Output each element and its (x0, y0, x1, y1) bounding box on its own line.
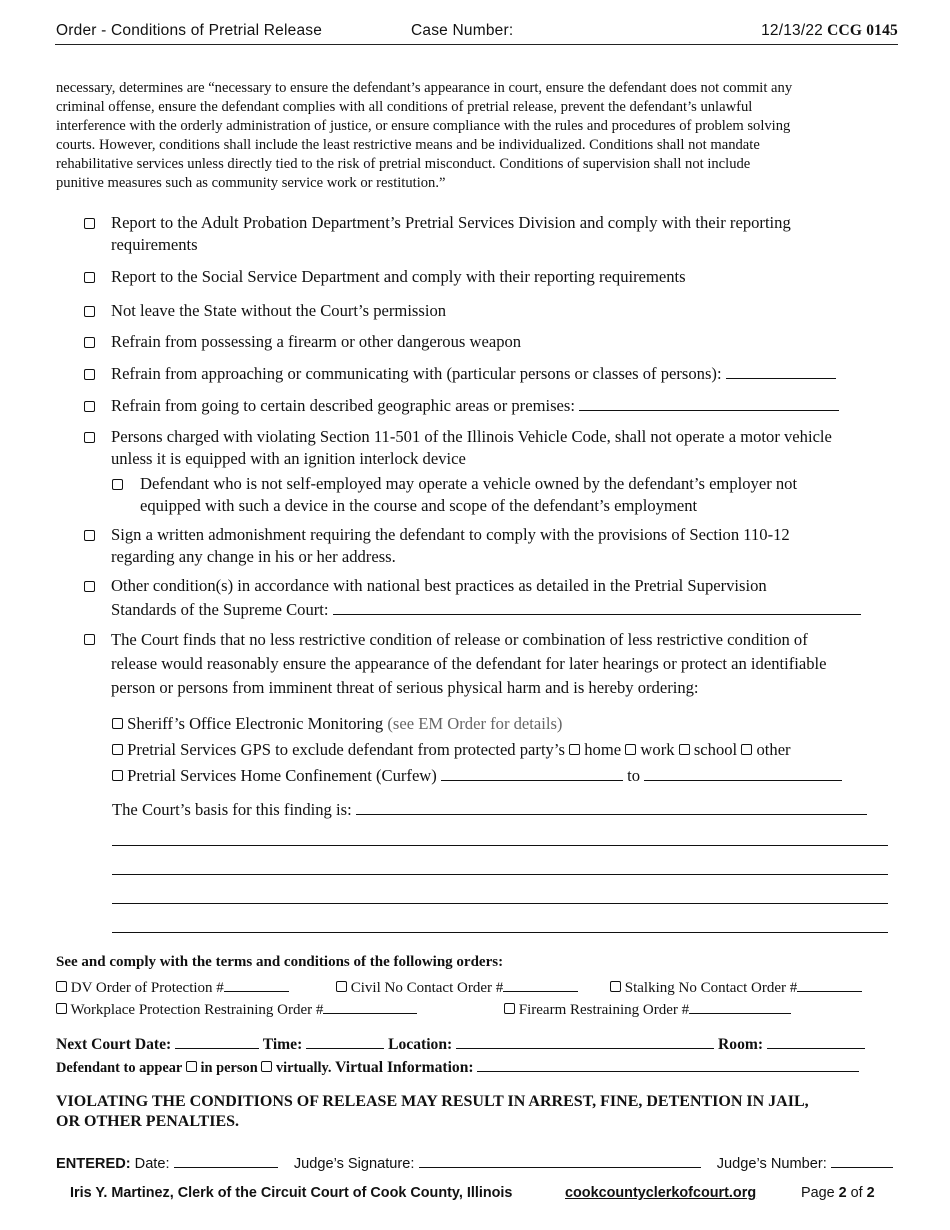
checkbox[interactable] (84, 634, 95, 645)
stalking-number-blank[interactable] (797, 976, 862, 992)
work-checkbox[interactable] (625, 744, 636, 755)
civil-number-blank[interactable] (503, 976, 578, 992)
judge-number-blank[interactable] (831, 1152, 893, 1168)
basis-line[interactable] (112, 845, 888, 846)
orders-heading: See and comply with the terms and conditions of the following orders: (56, 954, 504, 970)
basis-line[interactable] (112, 874, 888, 875)
checkbox[interactable] (84, 306, 95, 317)
checkbox[interactable] (112, 770, 123, 781)
court-location-blank[interactable] (456, 1033, 714, 1049)
form-title: Order - Conditions of Pretrial Release (56, 22, 323, 39)
entered-date-blank[interactable] (174, 1152, 278, 1168)
checkbox[interactable] (112, 479, 123, 490)
option-gps: Pretrial Services GPS to exclude defendant from protected party’s home work school other (112, 740, 791, 760)
option-electronic-monitoring: Sheriff’s Office Electronic Monitoring (see EM Order for details) (112, 714, 562, 734)
firearm-number-blank[interactable] (689, 998, 791, 1014)
form-date: 12/13/22 (761, 22, 823, 39)
basis-line[interactable] (112, 932, 888, 933)
option-home-confinement: Pretrial Services Home Confinement (Curfew) to (112, 765, 842, 786)
checkbox[interactable] (84, 401, 95, 412)
form-code: CCG 0145 (827, 22, 898, 39)
order-dv: DV Order of Protection # (56, 976, 289, 997)
checkbox[interactable] (112, 718, 123, 729)
header-rule (55, 44, 898, 45)
warning-text: VIOLATING THE CONDITIONS OF RELEASE MAY RESULT IN ARREST, FINE, DETENTION IN JAIL, OR OTHER PENALTIES. (56, 1093, 809, 1130)
order-workplace: Workplace Protection Restraining Order # (56, 998, 417, 1019)
checkbox[interactable] (610, 981, 621, 992)
appear-row: Defendant to appear in person virtually. Virtual Information: (56, 1056, 859, 1077)
checkbox[interactable] (84, 218, 95, 229)
basis-line[interactable] (112, 903, 888, 904)
case-number-label: Case Number: (411, 22, 514, 39)
checkbox[interactable] (84, 272, 95, 283)
order-firearm: Firearm Restraining Order # (504, 998, 791, 1019)
checkbox[interactable] (504, 1003, 515, 1014)
court-date-blank[interactable] (175, 1033, 259, 1049)
entered-row: ENTERED: Date: Judge’s Signature: Judge’s Number: (56, 1152, 893, 1172)
persons-blank[interactable] (726, 363, 836, 379)
page-number: Page 2 of 2 (801, 1185, 875, 1201)
checkbox[interactable] (84, 530, 95, 541)
court-time-blank[interactable] (306, 1033, 384, 1049)
home-checkbox[interactable] (569, 744, 580, 755)
dv-number-blank[interactable] (224, 976, 289, 992)
school-checkbox[interactable] (679, 744, 690, 755)
intro-paragraph: necessary, determines are “necessary to ensure the defendant’s appearance in court, ensure the defendant does not commit any criminal offense, ensure the defendant complies with all conditions of pretrial release, prevent the defendant’s unlawful interference with the orderly administration of justice, or ensure compliance with the rules and procedures of problem solving courts. However, conditions shall include the least restrictive means and be individualized. Conditions shall not mandate rehabilitative services unless directly tied to the risk of pretrial misconduct. Conditions of supervision shall not include punitive measures such as community service work or restitution.” (56, 80, 793, 191)
basis-finding: The Court’s basis for this finding is: (112, 799, 867, 820)
other-conditions-blank[interactable] (333, 599, 861, 615)
order-civil: Civil No Contact Order # (336, 976, 578, 997)
court-room-blank[interactable] (767, 1033, 865, 1049)
workplace-number-blank[interactable] (323, 998, 417, 1014)
clerk-name: Iris Y. Martinez, Clerk of the Circuit Court of Cook County, Illinois (70, 1185, 513, 1201)
curfew-to-blank[interactable] (644, 765, 842, 781)
virtually-checkbox[interactable] (261, 1061, 272, 1072)
checkbox[interactable] (84, 581, 95, 592)
other-checkbox[interactable] (741, 744, 752, 755)
in-person-checkbox[interactable] (186, 1061, 197, 1072)
checkbox[interactable] (56, 1003, 67, 1014)
basis-blank[interactable] (356, 799, 867, 815)
checkbox[interactable] (84, 337, 95, 348)
curfew-from-blank[interactable] (441, 765, 623, 781)
next-court-row: Next Court Date: Time: Location: Room: (56, 1033, 865, 1054)
checkbox[interactable] (56, 981, 67, 992)
areas-blank[interactable] (579, 395, 839, 411)
order-stalking: Stalking No Contact Order # (610, 976, 862, 997)
checkbox[interactable] (84, 432, 95, 443)
checkbox[interactable] (84, 369, 95, 380)
checkbox[interactable] (112, 744, 123, 755)
judge-signature-blank[interactable] (419, 1152, 701, 1168)
checkbox[interactable] (336, 981, 347, 992)
virtual-info-blank[interactable] (477, 1056, 859, 1072)
clerk-website-link[interactable]: cookcountyclerkofcourt.org (565, 1185, 757, 1201)
form-id (761, 22, 898, 40)
